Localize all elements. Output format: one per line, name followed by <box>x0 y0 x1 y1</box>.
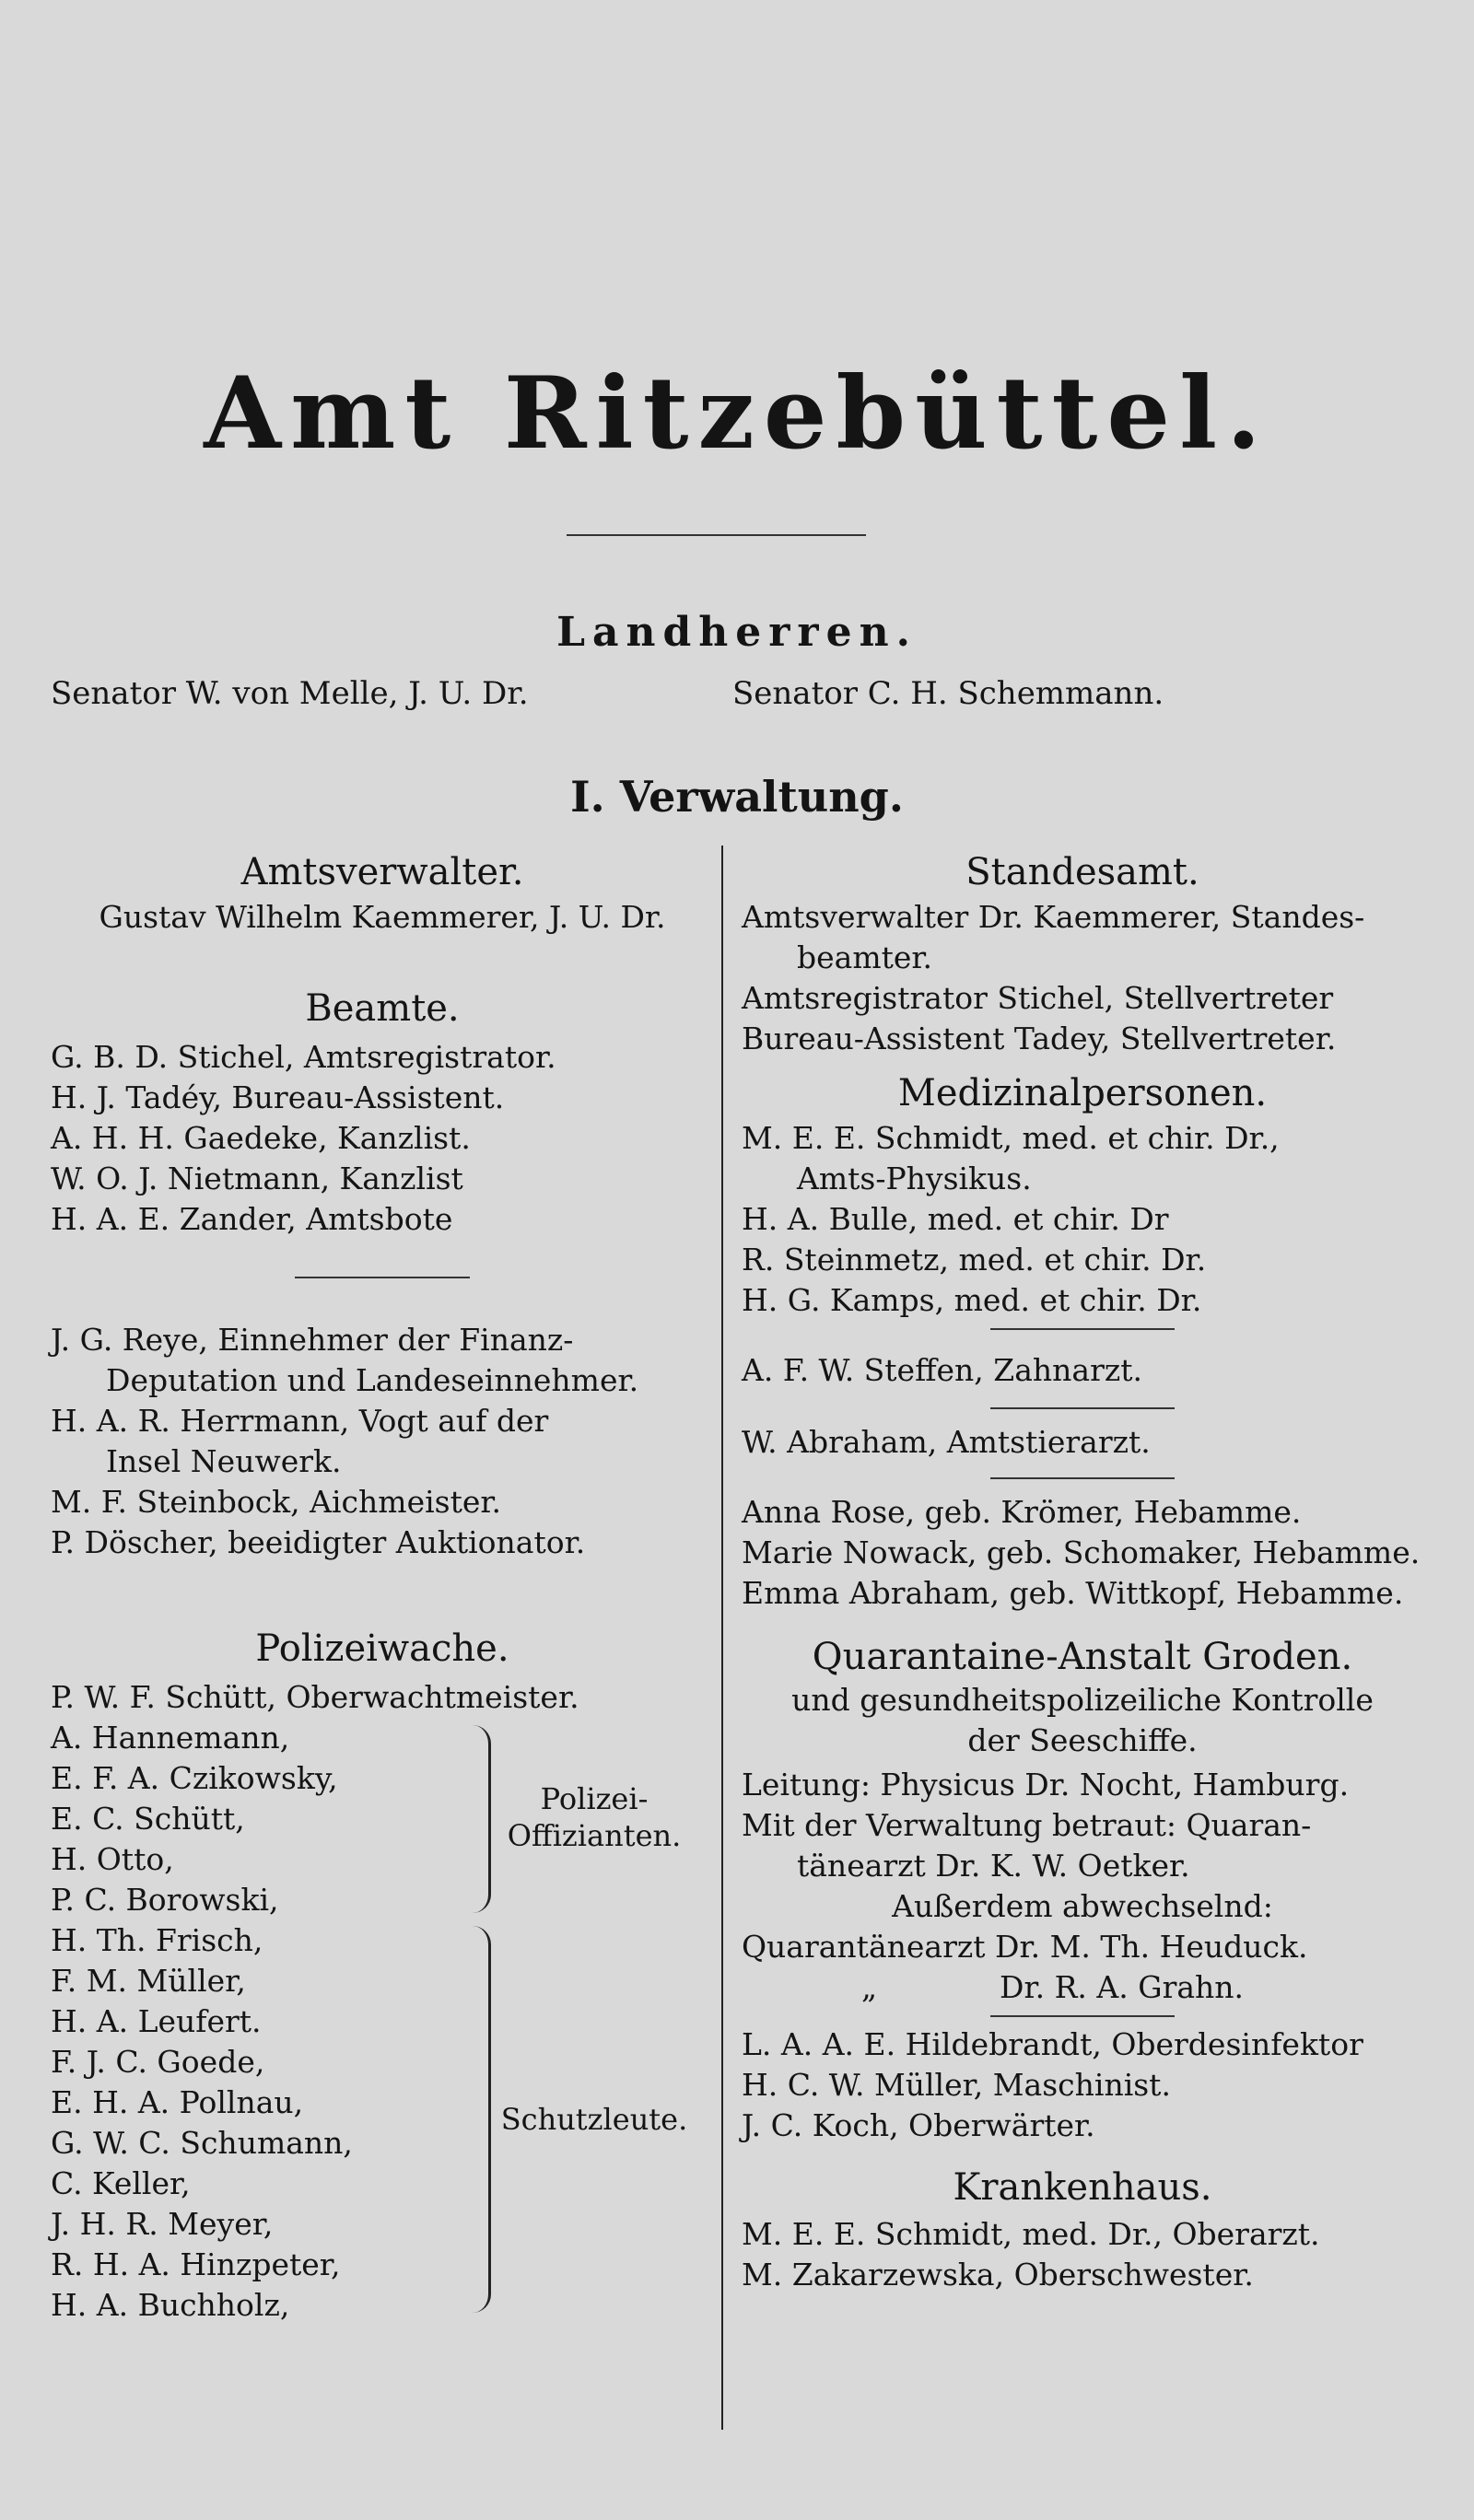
krankenhaus-line: M. E. E. Schmidt, med. Dr., Oberarzt. <box>742 2216 1320 2252</box>
schutzmann-name: H. A. Leufert. <box>51 2003 262 2039</box>
schutzleute-brace <box>470 1926 491 2313</box>
quarantaene-q2: Dr. R. A. Grahn. <box>1000 1969 1245 2005</box>
standesamt-block <box>742 897 1423 1059</box>
tierarzt-line: W. Abraham, Amtstierarzt. <box>742 1424 1151 1460</box>
schutzmann-name: J. H. R. Meyer, <box>51 2206 274 2242</box>
beamte-heading: Beamte. <box>305 987 460 1030</box>
medizinal-line: H. A. Bulle, med. et chir. Dr <box>742 1201 1169 1237</box>
schutzmann-name: H. Th. Frisch, <box>51 1922 263 1958</box>
quarantaene-line: Außerdem abwechselnd: <box>892 1888 1273 1924</box>
right-column <box>742 849 1423 2295</box>
amtsverwalter-name: Gustav Wilhelm Kaemmerer, J. U. Dr. <box>99 899 666 935</box>
landherren-heading: Landherren. <box>556 609 918 656</box>
schutzmann-name: E. H. A. Pollnau, <box>51 2084 304 2120</box>
offiziant-name: A. Hannemann, <box>51 1720 290 1756</box>
offiziant-name: H. Otto, <box>51 1841 174 1877</box>
schutzmann-name: H. A. Buchholz, <box>51 2287 290 2323</box>
staff-line: J. C. Koch, Oberwärter. <box>742 2107 1095 2143</box>
hebammen-block <box>742 1492 1423 1614</box>
quarantaene-sub: der Seeschiffe. <box>967 1722 1198 1758</box>
staff-line: L. A. A. E. Hildebrandt, Oberdesinfektor <box>742 2026 1363 2062</box>
quarantaene-line-2 <box>742 1967 1423 2008</box>
senator-right: Senator C. H. Schemmann. <box>732 675 1164 712</box>
schutzmann-name: R. H. A. Hinzpeter, <box>51 2246 341 2282</box>
schutzmann-name: C. Keller, <box>51 2165 191 2201</box>
schutzleute-group <box>51 1920 714 2326</box>
polizei-heading: Polizeiwache. <box>255 1628 509 1670</box>
schutzmann-name: F. M. Müller, <box>51 1963 246 1999</box>
finanz-line: P. Döscher, beeidigter Auktionator. <box>51 1524 586 1560</box>
staff-line: H. C. W. Müller, Maschinist. <box>742 2067 1171 2103</box>
offizianten-group <box>51 1718 714 1920</box>
finanz-line: M. F. Steinbock, Aichmeister. <box>51 1484 502 1520</box>
standesamt-line: Bureau-Assistent Tadey, Stellvertreter. <box>742 1021 1337 1056</box>
standesamt-line: Amtsverwalter Dr. Kaemmerer, Standes- <box>742 899 1365 935</box>
finanz-line: Deputation und Landeseinnehmer. <box>106 1362 639 1398</box>
medizinal-line: R. Steinmetz, med. et chir. Dr. <box>742 1242 1207 1278</box>
beamte-item: W. O. J. Nietmann, Kanzlist <box>51 1161 463 1196</box>
offizianten-label-1: Polizei- <box>540 1781 649 1816</box>
quarantaene-line: Mit der Verwaltung betraut: Quaran- <box>742 1807 1312 1843</box>
standesamt-heading: Standesamt. <box>965 851 1199 893</box>
offizianten-label-2: Offizianten. <box>507 1818 682 1853</box>
medizinal-line: Amts-Physikus. <box>797 1161 1032 1196</box>
senator-left: Senator W. von Melle, J. U. Dr. <box>51 675 529 712</box>
medizinal-line: H. G. Kamps, med. et chir. Dr. <box>742 1282 1202 1318</box>
polizei-chief: P. W. F. Schütt, Oberwachtmeister. <box>51 1679 579 1715</box>
quarantaene-staff <box>742 2024 1423 2146</box>
medizinal-divider <box>990 1328 1175 1330</box>
offiziant-name: E. C. Schütt, <box>51 1801 245 1837</box>
standesamt-line: Amtsregistrator Stichel, Stellvertreter <box>742 980 1334 1016</box>
amtsverwalter-heading: Amtsverwalter. <box>240 851 524 893</box>
hebamme-line: Emma Abraham, geb. Wittkopf, Hebamme. <box>742 1575 1404 1611</box>
beamte-list <box>51 1037 714 1240</box>
beamte-item: G. B. D. Stichel, Amtsregistrator. <box>51 1039 556 1075</box>
quarantaene-line: Leitung: Physicus Dr. Nocht, Hamburg. <box>742 1767 1350 1802</box>
offizianten-label <box>493 1780 696 1854</box>
schutzmann-name: G. W. C. Schumann, <box>51 2125 353 2161</box>
finanz-line: Insel Neuwerk. <box>106 1443 342 1479</box>
column-divider <box>721 846 723 2430</box>
page-title: Amt Ritzebüttel. <box>204 356 1270 472</box>
offiziant-name: E. F. A. Czikowsky, <box>51 1760 338 1796</box>
finanz-line: J. G. Reye, Einnehmer der Finanz- <box>51 1322 574 1358</box>
schutzmann-name: F. J. C. Goede, <box>51 2044 265 2080</box>
beamte-item: A. H. H. Gaedeke, Kanzlist. <box>51 1120 471 1156</box>
quarantaene-line: tänearzt Dr. K. W. Oetker. <box>797 1848 1190 1884</box>
finanz-line: H. A. R. Herrmann, Vogt auf der <box>51 1403 549 1439</box>
tierarzt-divider <box>990 1477 1175 1479</box>
title-divider <box>567 534 866 536</box>
zahnarzt-line: A. F. W. Steffen, Zahnarzt. <box>742 1352 1142 1388</box>
hebamme-line: Anna Rose, geb. Krömer, Hebamme. <box>742 1494 1302 1530</box>
hebamme-line: Marie Nowack, geb. Schomaker, Hebamme. <box>742 1534 1421 1570</box>
quarantaene-heading: Quarantaine-Anstalt Groden. <box>812 1636 1353 1678</box>
krankenhaus-block <box>742 2214 1423 2295</box>
beamte-divider <box>295 1277 470 1278</box>
offiziant-name: P. C. Borowski, <box>51 1882 279 1918</box>
standesamt-line: beamter. <box>797 939 933 975</box>
zahnarzt-divider <box>990 1407 1175 1409</box>
quarantaene-line: Quarantänearzt Dr. M. Th. Heuduck. <box>742 1929 1308 1965</box>
left-column <box>51 849 714 2326</box>
finanz-block <box>51 1320 714 1563</box>
beamte-item: H. A. E. Zander, Amtsbote <box>51 1201 453 1237</box>
quarantaene-sub: und gesundheitspolizeiliche Kontrolle <box>791 1682 1374 1718</box>
medizinal-heading: Medizinalpersonen. <box>897 1072 1268 1114</box>
schutzleute-label: Schutzleute. <box>500 2102 688 2137</box>
quarantaene-divider <box>990 2015 1175 2017</box>
ditto-mark: „ <box>861 1969 878 2005</box>
medizinal-block <box>742 1118 1423 1321</box>
krankenhaus-heading: Krankenhaus. <box>953 2166 1212 2209</box>
krankenhaus-line: M. Zakarzewska, Oberschwester. <box>742 2257 1254 2292</box>
section-heading: I. Verwaltung. <box>570 772 904 822</box>
offizianten-brace <box>470 1725 491 1913</box>
beamte-item: H. J. Tadéy, Bureau-Assistent. <box>51 1079 505 1115</box>
medizinal-line: M. E. E. Schmidt, med. et chir. Dr., <box>742 1120 1280 1156</box>
